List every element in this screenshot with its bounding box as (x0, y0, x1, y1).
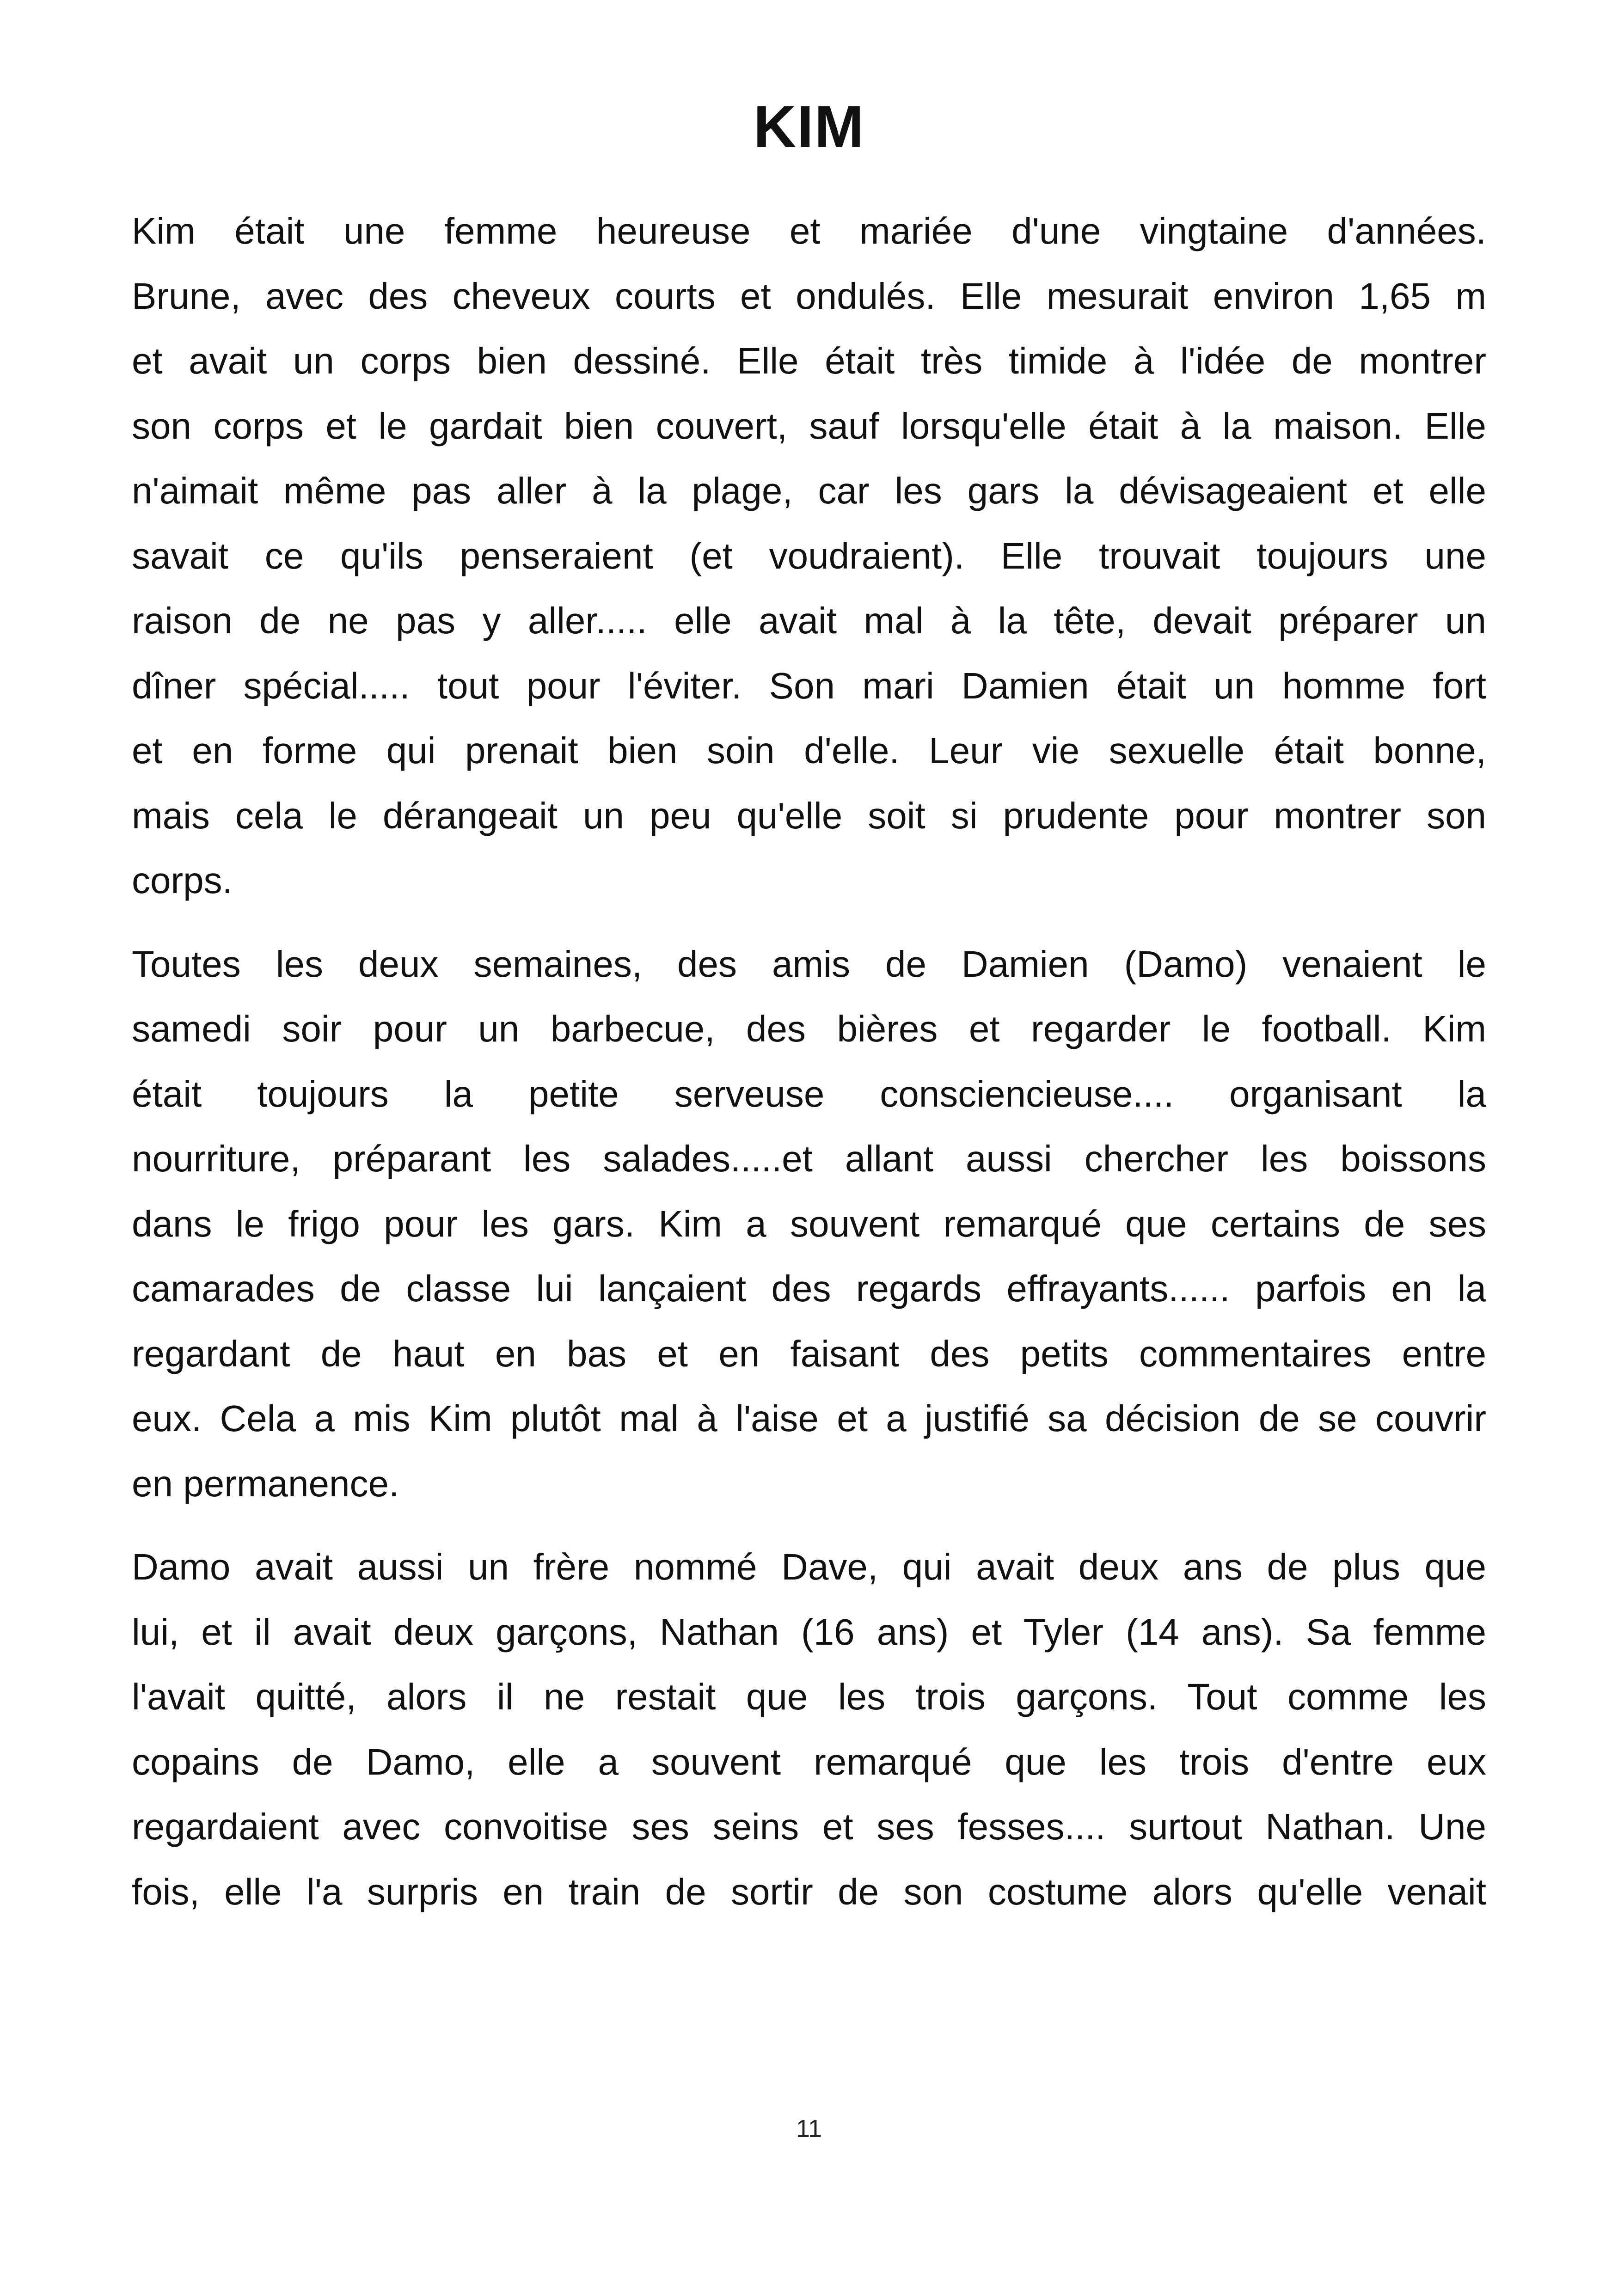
text-line: Toutes les deux semaines, des amis de Damien (Damo) venaient le (132, 943, 1486, 985)
text-line: dans le frigo pour les gars. Kim a souvent remarqué que certains de ses (132, 1203, 1486, 1244)
text-line: samedi soir pour un barbecue, des bières et regarder le football. Kim (132, 1008, 1486, 1049)
text-line: savait ce qu'ils penseraient (et voudraient). Elle trouvait toujours une (132, 535, 1486, 576)
paragraph (132, 932, 1486, 1517)
text-line: corps. (132, 860, 233, 901)
paragraph (132, 1535, 1486, 1924)
text-line: regardant de haut en bas et en faisant des petits commentaires entre (132, 1333, 1486, 1374)
paragraph (132, 199, 1486, 913)
text-line: raison de ne pas y aller..... elle avait mal à la tête, devait préparer un (132, 600, 1486, 641)
text-line: son corps et le gardait bien couvert, sauf lorsqu'elle était à la maison. Elle (132, 405, 1486, 447)
text-line: camarades de classe lui lançaient des regards effrayants...... parfois en la (132, 1268, 1486, 1309)
text-line: en permanence. (132, 1463, 399, 1504)
text-line: Damo avait aussi un frère nommé Dave, qui avait deux ans de plus que (132, 1546, 1486, 1587)
text-line: et avait un corps bien dessiné. Elle était très timide à l'idée de montrer (132, 340, 1486, 381)
body-text (132, 199, 1486, 1943)
text-line: eux. Cela a mis Kim plutôt mal à l'aise et a justifié sa décision de se couvrir (132, 1398, 1486, 1439)
text-line: dîner spécial..... tout pour l'éviter. Son mari Damien était un homme fort (132, 665, 1486, 706)
text-line: nourriture, préparant les salades.....et allant aussi chercher les boissons (132, 1138, 1486, 1179)
text-line: n'aimait même pas aller à la plage, car les gars la dévisageaient et elle (132, 470, 1486, 511)
text-line: l'avait quitté, alors il ne restait que les trois garçons. Tout comme les (132, 1676, 1486, 1717)
text-line: et en forme qui prenait bien soin d'elle. Leur vie sexuelle était bonne, (132, 730, 1486, 771)
text-line: Kim était une femme heureuse et mariée d'une vingtaine d'années. (132, 210, 1486, 251)
text-line: copains de Damo, elle a souvent remarqué que les trois d'entre eux (132, 1741, 1486, 1782)
chapter-title: KIM (753, 94, 865, 160)
text-line: lui, et il avait deux garçons, Nathan (16 ans) et Tyler (14 ans). Sa femme (132, 1611, 1486, 1653)
text-line: était toujours la petite serveuse consciencieuse.... organisant la (132, 1073, 1486, 1114)
text-line: Brune, avec des cheveux courts et ondulés. Elle mesurait environ 1,65 m (132, 275, 1486, 317)
text-line: fois, elle l'a surpris en train de sortir de son costume alors qu'elle venait (132, 1871, 1486, 1912)
text-line: mais cela le dérangeait un peu qu'elle soit si prudente pour montrer son (132, 795, 1486, 836)
page-number: 11 (796, 2115, 822, 2143)
text-line: regardaient avec convoitise ses seins et ses fesses.... surtout Nathan. Une (132, 1806, 1486, 1847)
